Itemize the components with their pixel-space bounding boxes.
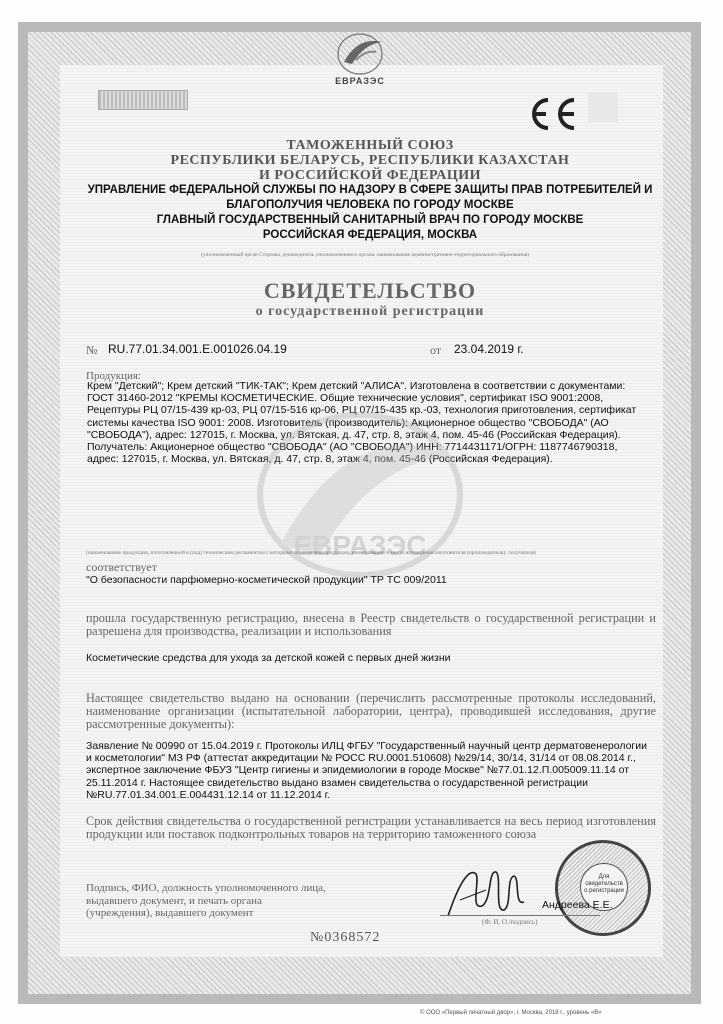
technical-regulation: "О безопасности парфюмерно-косметической продукции" ТР ТС 009/2011 — [86, 574, 447, 586]
conformity-label: соответствует — [86, 560, 157, 574]
eac-mark-icon — [526, 96, 578, 132]
registration-date: 23.04.2019 г. — [454, 342, 524, 356]
header-line: БЛАГОПОЛУЧИЯ ЧЕЛОВЕКА ПО ГОРОДУ МОСКВЕ — [226, 199, 514, 211]
product-purpose: Косметические средства для ухода за детской кожей с первых дней жизни — [86, 652, 451, 664]
header-line: РОССИЙСКАЯ ФЕДЕРАЦИЯ, МОСКВА — [262, 229, 478, 241]
validity-statement: Срок действия свидетельства о государственной регистрации устанавливается на весь период изготовления продукции или поставок подконтрольных товаров на территорию таможенного союза — [86, 814, 656, 841]
header-line: ТАМОЖЕННЫЙ СОЮЗ — [286, 138, 454, 153]
date-label: от — [430, 343, 442, 357]
product-description: Крем "Детский"; Крем детский "ТИК-ТАК"; Крем детский "АЛИСА". Изготовлена в соответствии с документами: ГОСТ 31460-2012 "КРЕМЫ КОСМЕТИЧЕСКИЕ. Общие технические условия", сертификат ISO 9001:2008, Рецептуры РЦ 07/15-439 кр-03, РЦ 07/15-516 кр-06, РЦ 07/15-435 кр.-03, технология приготовления, сертификат системы качества ISO 9001: 2008. Изготовитель (производитель): Акционерное общество "СВОБОДА" (АО "СВОБОДА"), адрес: 127015, г. Москва, ул. Вятская, д. 47, стр. 8, этаж 4, пом. 45-46 (Российская Федерация). Получатель: Акционерное общество "СВОБОДА" (АО "СВОБОДА") ИНН: 7714431171/ОГРН: 1187746790318, адрес: 127015, г. Москва, ул. Вятская, д. 47, стр. 8, этаж 4, пом. 45-46 (Российская Федерация). — [87, 380, 637, 466]
corner-patch — [588, 92, 618, 122]
basis-statement: Настоящее свидетельство выдано на основании (перечислить рассмотренные протоколы исследований, наименование организации (испытательной лаборатории, центра), проводившей исследования, другие рассмотренные документы): — [86, 691, 656, 731]
official-stamp — [555, 840, 651, 936]
basis-documents: Заявление № 00990 от 15.04.2019 г. Протоколы ИЛЦ ФГБУ "Государственный научный центр дерматовенерологии и косметологии" МЗ РФ (аттестат аккредитации № РОСС RU.0001.510608) №29/14, 30/14, 31/14 от 08.08.2014 г., экспертное заключение ФБУЗ "Центр гигиены и эпидемиологии в городе Москве" №77.01.12.П.005009.11.14 от 25.11.2014 г. Настоящее свидетельство выдано взамен свидетельства о государственной регистрации №RU.77.01.34.001.Е.004431.12.14 от 11.12.2014 г. — [86, 740, 647, 801]
signer-name: Андреева Е.Е. — [542, 899, 613, 911]
header-line: РЕСПУБЛИКИ БЕЛАРУСЬ, РЕСПУБЛИКИ КАЗАХСТАН — [170, 153, 570, 168]
authority-fine-print: (уполномоченный орган Стороны, руководитель уполномоченного органа, наименование административно-территориального образования) — [200, 252, 530, 258]
guilloche-rosette — [98, 90, 188, 110]
signature-caption: (Ф. И. О./подпись) — [482, 918, 538, 926]
registration-number: RU.77.01.34.001.Е.001026.04.19 — [108, 342, 287, 356]
registration-statement: прошла государственную регистрацию, внесена в Реестр свидетельств о государственной регистрации и разрешена для производства, реализации и использования — [86, 611, 656, 638]
logo-text: ЕВРАЗЭС — [335, 76, 385, 86]
signature-line — [440, 915, 600, 916]
serial-number: №0368572 — [310, 930, 381, 945]
product-label: Продукция: — [86, 370, 141, 382]
header-line: ГЛАВНЫЙ ГОСУДАРСТВЕННЫЙ САНИТАРНЫЙ ВРАЧ ПО ГОРОДУ МОСКВЕ — [156, 214, 584, 226]
printer-footer: © ООО «Первый печатный двор», г. Москва, 2018 г., уровень «В» — [420, 1010, 602, 1016]
svg-text:ЕВРАЗЭС: ЕВРАЗЭС — [293, 530, 427, 561]
eurasec-logo — [300, 30, 420, 76]
product-fine-print: (наименование продукции, изготовленной в (под) техническим регламентом с которыми изготовлена продукция, наименование и место нахождения изготовителя (производителя), получателя) — [86, 550, 536, 556]
number-label: № — [86, 343, 98, 357]
header-line: УПРАВЛЕНИЕ ФЕДЕРАЛЬНОЙ СЛУЖБЫ ПО НАДЗОРУ В СФЕРЕ ЗАЩИТЫ ПРАВ ПОТРЕБИТЕЛЕЙ И — [87, 184, 653, 196]
issuing-authority — [70, 138, 670, 243]
document-title: СВИДЕТЕЛЬСТВО — [263, 278, 477, 303]
header-line: И РОССИЙСКОЙ ФЕДЕРАЦИИ — [259, 168, 481, 183]
signature-instructions: Подпись, ФИО, должность уполномоченного лица, выдавшего документ, и печать органа (учреждения), выдавшего документ — [86, 882, 326, 919]
document-subtitle: о государственной регистрации — [255, 304, 485, 319]
stamp-text: Для свидетельств о регистрации — [584, 874, 624, 894]
